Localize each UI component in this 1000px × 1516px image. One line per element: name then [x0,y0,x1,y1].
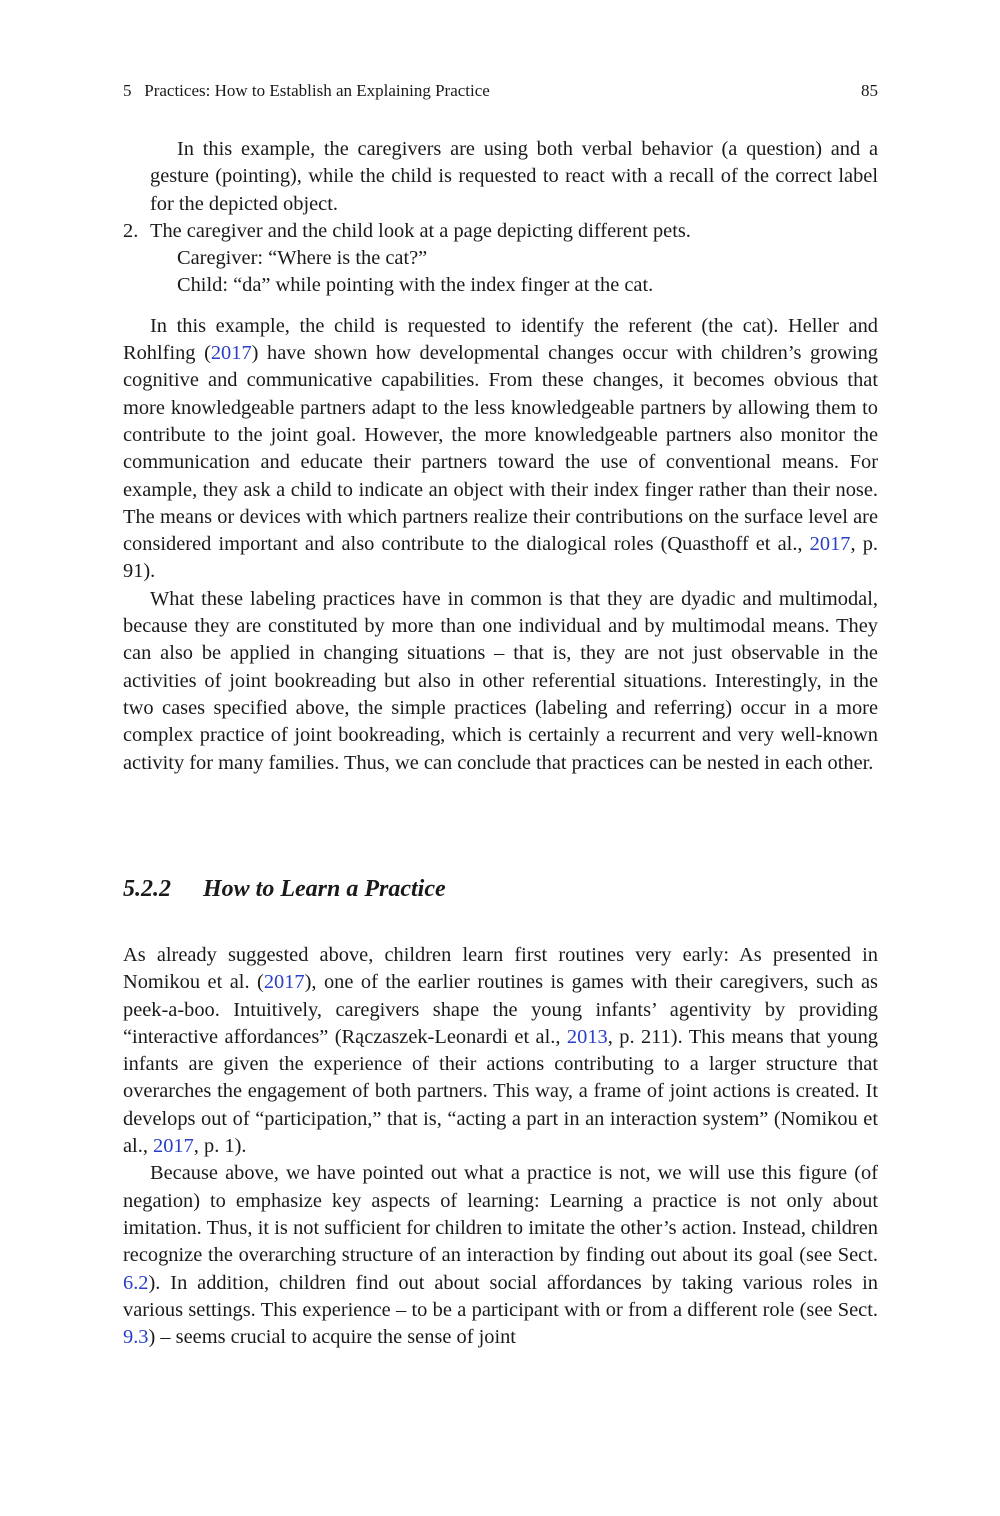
paragraph-referent [123,313,878,586]
citation-link-quasthoff-2017[interactable]: 2017 [809,533,851,556]
page-number: 85 [861,81,878,100]
dialogue-child: Child: “da” while pointing with the index finger at the cat. [177,274,654,297]
text-run: ), one of the earlier routines is games with their caregivers, such as peek-a-boo. Intuitively, caregivers shape the young infants’ agentivity by providing “interactive affordances” (Rączaszek-Leonardi et al., [123,971,878,1048]
text-run: ) have shown how developmental changes occur with children’s growing cognitive and communicative capabilities. From these changes, it becomes obvious that more knowledgeable partners adapt to the less knowledgeable partners by allowing them to contribute to the joint goal. However, the more knowledgeable partners also monitor the communication and educate their partners toward the use of conventional means. For example, they ask a child to indicate an object with their index finger rather than their nose. The means or devices with which partners realize their contributions on the surface level are considered important and also contribute to the dialogical roles (Quasthoff et al., [123,342,878,556]
section-link-9-3[interactable]: 9.3 [123,1326,149,1349]
running-head [123,79,878,103]
citation-link-heller-2017[interactable]: 2017 [210,342,252,365]
citation-link-nomikou-2017-b[interactable]: 2017 [153,1135,194,1158]
example-1-commentary: In this example, the caregivers are using both verbal behavior (a question) and a gesture (pointing), while the child is requested to react with a recall of the correct label for the depicted object. [150,138,878,215]
chapter-title: 5 Practices: How to Establish an Explaining Practice [123,81,490,100]
text-run: ) – seems crucial to acquire the sense of joint [148,1326,516,1349]
text-run: As already suggested above, children learn first routines very early: As presented in Nomikou et al. ( [123,944,878,994]
section-heading [123,873,878,905]
dialogue-caregiver: Caregiver: “Where is the cat?” [177,247,428,270]
section-title: How to Learn a Practice [203,876,446,902]
citation-link-raczaszek-2013[interactable]: 2013 [566,1025,608,1048]
item-number: 2. [123,219,139,242]
upper-body [123,136,878,777]
section-number: 5.2.2 [123,876,171,902]
paragraph-negation [123,1160,878,1351]
paragraph-learn [123,942,878,1160]
citation-link-nomikou-2017[interactable]: 2017 [263,971,305,994]
text-run: , p. 211). This means that young infants are given the experience of their actions contributing to a larger structure that overarches the engagement of both partners. This way, a frame of joint actions is created. It develops out of “participation,” that is, “acting a part in an interaction system” (Nomikou et al., [123,1025,878,1158]
lower-body [123,942,878,1351]
paragraph-common: What these labeling practices have in common is that they are dyadic and multimodal, because they are constituted by more than one individual and by multimodal means. They can also be applied in changing situations – that is, they are not just observable in the activities of joint bookreading but also in other referential situations. Interestingly, in the two cases specified above, the simple practices (labeling and referring) occur in a more complex practice of joint bookreading, which is certainly a recurrent and very well-known activity for many families. Thus, we can conclude that practices can be nested in each other. [123,587,878,774]
text-run: , p. 91). [123,533,878,583]
example-2-item [123,218,878,245]
text-run: Because above, we have pointed out what a practice is not, we will use this figure (of negation) to emphasize key aspects of learning: Learning a practice is not only about imitation. Thus, it is not sufficient for children to imitate the other’s action. Instead, children recognize the overarching structure of an interaction by finding out about its goal (see Sect. [123,1162,878,1267]
text-run: , p. 1). [193,1135,247,1158]
section-link-6-2[interactable]: 6.2 [123,1271,149,1294]
text-run: In this example, the child is requested to identify the referent (the cat). Heller and Rohlfing ( [123,314,878,365]
text-run: ). In addition, children find out about social affordances by taking various roles in various settings. This experience – to be a participant with or from a different role (see Sect. [123,1271,878,1321]
item-text: The caregiver and the child look at a page depicting different pets. [150,219,691,242]
